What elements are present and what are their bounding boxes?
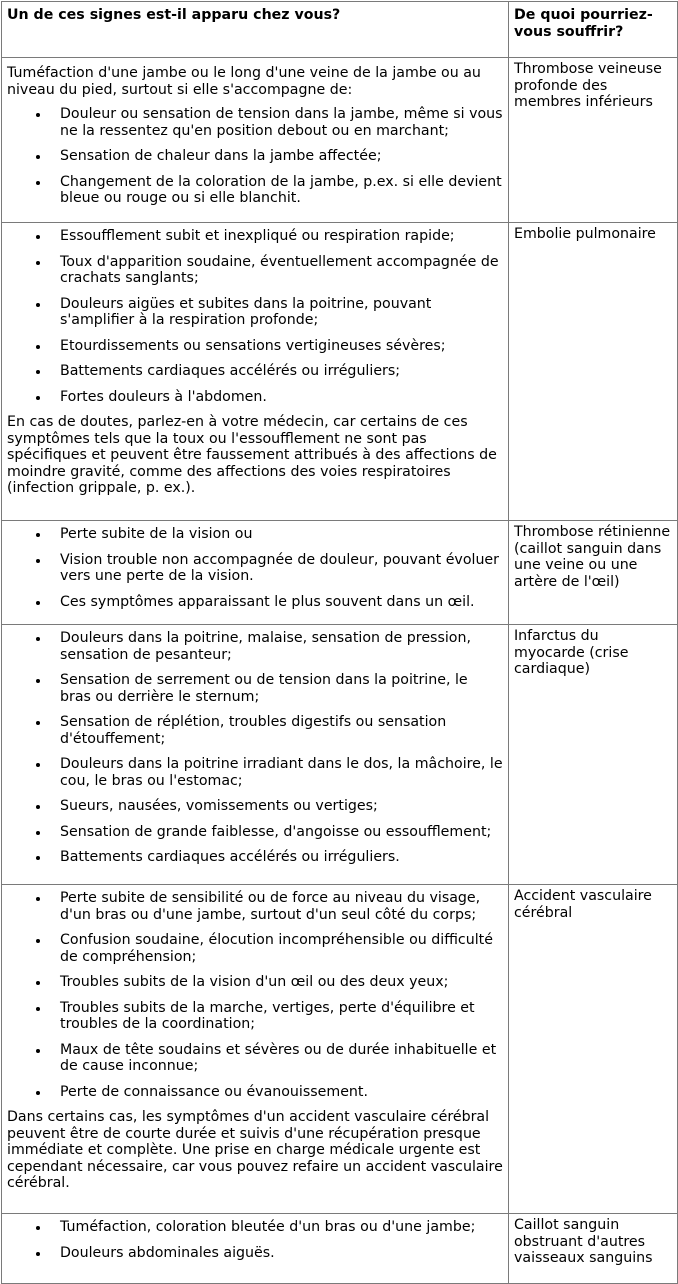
table-row (2, 1214, 678, 1284)
list-item: Maux de tête soudains et sévères ou de durée inhabituelle et de cause inconnue; (60, 1042, 503, 1075)
list-item: Troubles subits de la vision d'un œil ou des deux yeux; (60, 974, 503, 991)
diagnosis-cell: Caillot sanguin obstruant d'autres vaisseaux sanguins (509, 1214, 678, 1284)
table-row (2, 58, 678, 223)
list-item: Battements cardiaques accélérés ou irréguliers. (60, 849, 503, 866)
list-item: Sensation de serrement ou de tension dans la poitrine, le bras ou derrière le sternum; (60, 672, 503, 705)
list-item: Ces symptômes apparaissant le plus souvent dans un œil. (60, 594, 503, 611)
symptoms-list (7, 228, 503, 405)
table-row (2, 885, 678, 1214)
diagnosis-cell: Infarctus du myocarde (crise cardiaque) (509, 625, 678, 885)
list-item: Douleurs dans la poitrine, malaise, sensation de pression, sensation de pesanteur; (60, 630, 503, 663)
symptoms-note: Dans certains cas, les symptômes d'un accident vasculaire cérébral peuvent être de courte durée et suivis d'une récupération presque immédiate et complète. Une prise en charge médicale urgente est cependant nécessaire, car vous pouvez refaire un accident vasculaire cérébral. (7, 1109, 503, 1191)
list-item: Douleurs aigües et subites dans la poitrine, pouvant s'amplifier à la respiration profonde; (60, 296, 503, 329)
symptoms-list (7, 526, 503, 610)
symptoms-note: En cas de doutes, parlez-en à votre médecin, car certains de ces symptômes tels que la toux ou l'essoufflement ne sont pas spécifiques et peuvent être faussement attribués à des affections de moindre gravité, comme des affections des voies respiratoires (infection grippale, p. ex.). (7, 414, 497, 496)
symptoms-cell (2, 885, 509, 1214)
list-item: Confusion soudaine, élocution incompréhensible ou difficulté de compréhension; (60, 932, 503, 965)
symptoms-cell (2, 1214, 509, 1284)
symptoms-list (7, 890, 503, 1100)
list-item: Sensation de chaleur dans la jambe affectée; (60, 148, 503, 165)
table-body (2, 58, 678, 1284)
symptoms-intro: Tuméfaction d'une jambe ou le long d'une veine de la jambe ou au niveau du pied, surtout si elle s'accompagne de: (7, 65, 481, 98)
symptoms-list (7, 630, 503, 866)
table-row (2, 223, 678, 521)
list-item: Sueurs, nausées, vomissements ou vertiges; (60, 798, 503, 815)
diagnosis-cell: Accident vasculaire cérébral (509, 885, 678, 1214)
symptoms-cell (2, 521, 509, 625)
list-item: Essoufflement subit et inexpliqué ou respiration rapide; (60, 228, 503, 245)
symptoms-cell (2, 625, 509, 885)
symptoms-table (1, 1, 678, 1284)
list-item: Douleurs abdominales aiguës. (60, 1245, 503, 1262)
list-item: Sensation de grande faiblesse, d'angoisse ou essoufflement; (60, 824, 503, 841)
list-item: Fortes douleurs à l'abdomen. (60, 389, 503, 406)
table-row (2, 521, 678, 625)
header-symptoms: Un de ces signes est-il apparu chez vous? (2, 2, 509, 58)
list-item: Etourdissements ou sensations vertigineuses sévères; (60, 338, 503, 355)
list-item: Tuméfaction, coloration bleutée d'un bras ou d'une jambe; (60, 1219, 503, 1236)
list-item: Perte subite de la vision ou (60, 526, 503, 543)
symptoms-list (7, 106, 503, 207)
header-diagnosis: De quoi pourriez-vous souffrir? (509, 2, 678, 58)
list-item: Battements cardiaques accélérés ou irréguliers; (60, 363, 503, 380)
list-item: Perte de connaissance ou évanouissement. (60, 1084, 503, 1101)
list-item: Sensation de réplétion, troubles digestifs ou sensation d'étouffement; (60, 714, 503, 747)
symptoms-list (7, 1219, 503, 1261)
diagnosis-cell: Thrombose veineuse profonde des membres inférieurs (509, 58, 678, 223)
symptoms-cell (2, 58, 509, 223)
list-item: Toux d'apparition soudaine, éventuellement accompagnée de crachats sanglants; (60, 254, 503, 287)
list-item: Vision trouble non accompagnée de douleur, pouvant évoluer vers une perte de la vision. (60, 552, 503, 585)
table-row (2, 625, 678, 885)
diagnosis-cell: Embolie pulmonaire (509, 223, 678, 521)
list-item: Troubles subits de la marche, vertiges, perte d'équilibre et troubles de la coordination; (60, 1000, 503, 1033)
list-item: Douleur ou sensation de tension dans la jambe, même si vous ne la ressentez qu'en position debout ou en marchant; (60, 106, 503, 139)
list-item: Douleurs dans la poitrine irradiant dans le dos, la mâchoire, le cou, le bras ou l'estomac; (60, 756, 503, 789)
list-item: Perte subite de sensibilité ou de force au niveau du visage, d'un bras ou d'une jambe, surtout d'un seul côté du corps; (60, 890, 503, 923)
table-header-row (2, 2, 678, 58)
symptoms-cell (2, 223, 509, 521)
diagnosis-cell: Thrombose rétinienne (caillot sanguin dans une veine ou une artère de l'œil) (509, 521, 678, 625)
list-item: Changement de la coloration de la jambe, p.ex. si elle devient bleue ou rouge ou si elle blanchit. (60, 173, 502, 206)
